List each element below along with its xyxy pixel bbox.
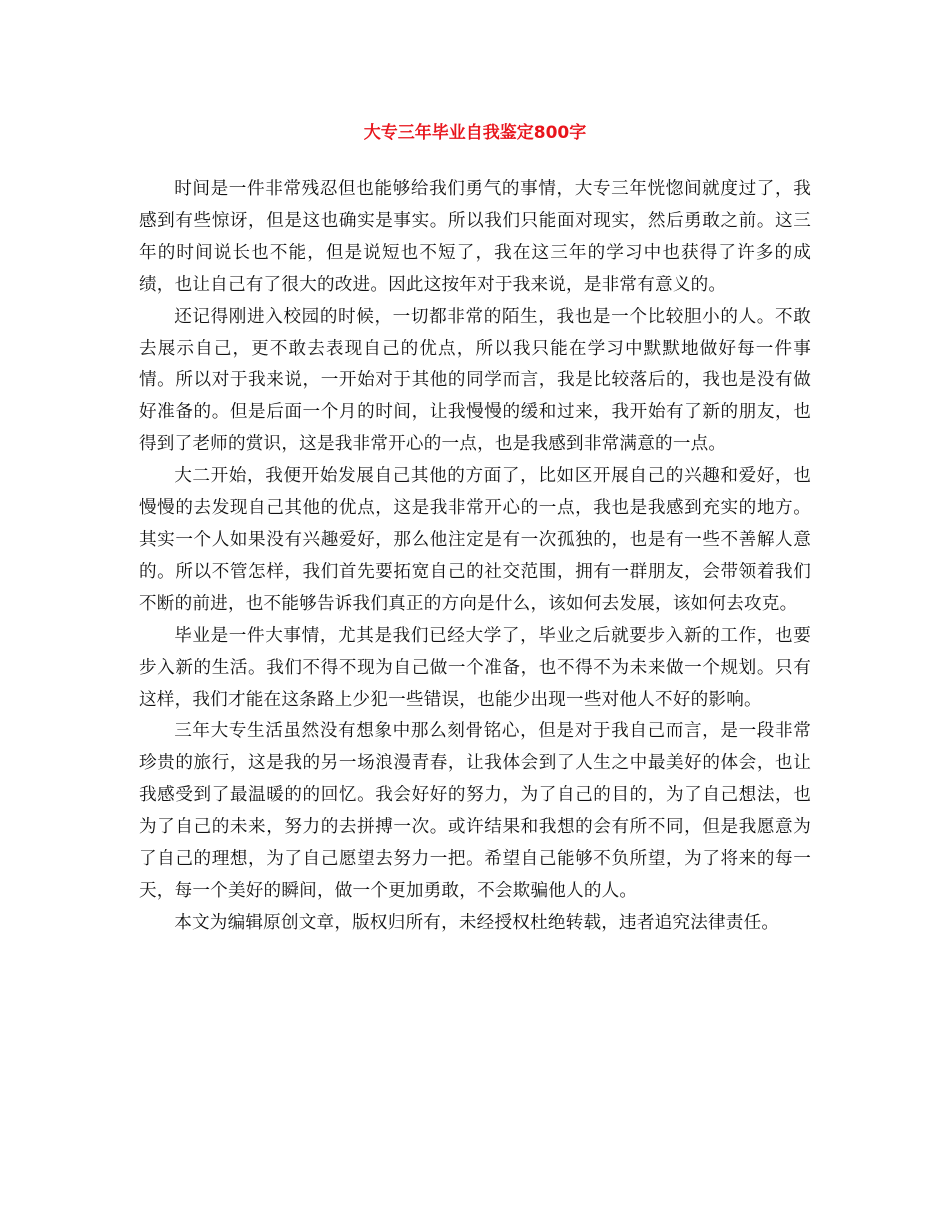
paragraph-3: 大二开始，我便开始发展自己其他的方面了，比如区开展自己的兴趣和爱好，也慢慢的去发现自己其他的优点，这是我非常开心的一点，我也是我感到充实的地方。其实一个人如果没有兴趣爱好，那么他注定是有一次孤独的，也是有一些不善解人意的。所以不管怎样，我们首先要拓宽自己的社交范围，拥有一群朋友，会带领着我们不断的前进，也不能够告诉我们真正的方向是什么，该如何去发展，该如何去攻克。: [139, 466, 811, 614]
paragraph-4: 毕业是一件大事情，尤其是我们已经大学了，毕业之后就要步入新的工作，也要步入新的生活。我们不得不现为自己做一个准备，也不得不为未来做一个规划。只有这样，我们才能在这条路上少犯一些错误，也能少出现一些对他人不好的影响。: [139, 625, 811, 710]
copyright-notice: 本文为编辑原创文章，版权归所有，未经授权杜绝转载，违者追究法律责任。: [174, 912, 780, 933]
paragraph-2: 还记得刚进入校园的时候，一切都非常的陌生，我也是一个比较胆小的人。不敢去展示自己，更不敢去表现自己的优点，所以我只能在学习中默默地做好每一件事情。所以对于我来说，一开始对于其他的同学而言，我是比较落后的，我也是没有做好准备的。但是后面一个月的时间，让我慢慢的缓和过来，我开始有了新的朋友，也得到了老师的赏识，这是我非常开心的一点，也是我感到非常满意的一点。: [139, 306, 811, 455]
paragraph-5: 三年大专生活虽然没有想象中那么刻骨铭心，但是对于我自己而言，是一段非常珍贵的旅行，这是我的另一场浪漫青春，让我体会到了人生之中最美好的体会，也让我感受到了最温暖的的回忆。我会好好的努力，为了自己的目的，为了自己想法，也为了自己的未来，努力的去拼搏一次。或许结果和我想的会有所不同，但是我愿意为了自己的理想，为了自己愿望去努力一把。希望自己能够不负所望，为了将来的每一天，每一个美好的瞬间，做一个更加勇敢，不会欺骗他人的人。: [139, 721, 811, 901]
document-page: [139, 118, 811, 940]
paragraph-1: 时间是一件非常残忍但也能够给我们勇气的事情，大专三年恍惚间就度过了，我感到有些惊讶，但是这也确实是事实。所以我们只能面对现实，然后勇敢之前。这三年的时间说长也不能，但是说短也不短了，我在这三年的学习中也获得了许多的成绩，也让自己有了很大的改进。因此这按年对于我来说，是非常有意义的。: [139, 179, 811, 295]
document-title: 大专三年毕业自我鉴定800字: [363, 123, 587, 143]
